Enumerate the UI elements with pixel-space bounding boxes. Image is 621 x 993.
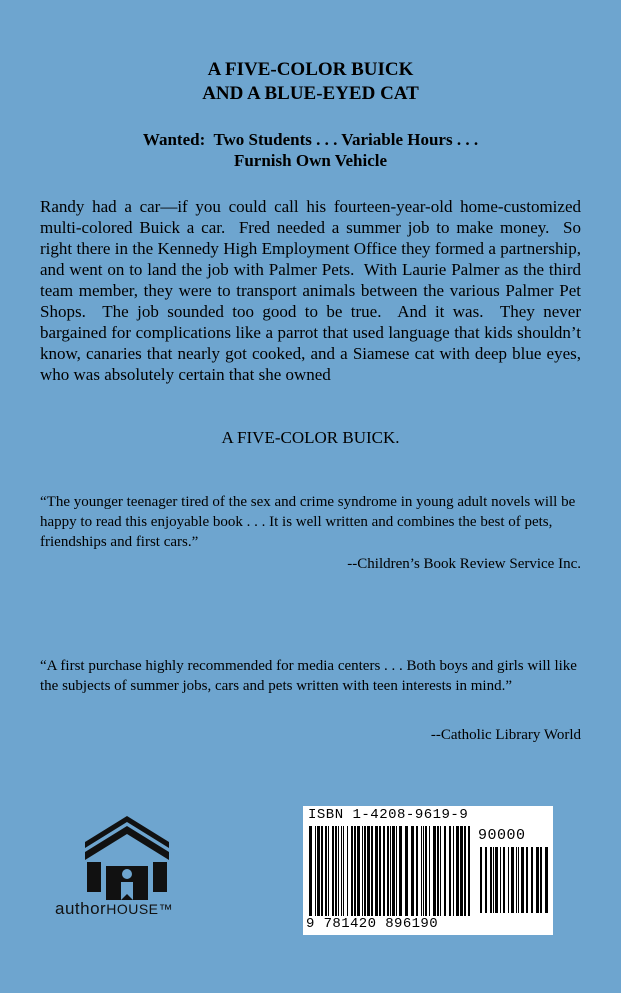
barcode-bar [518, 847, 519, 913]
barcode-bar [390, 826, 391, 916]
barcode-bar [321, 826, 323, 916]
barcode-bar [444, 826, 446, 916]
barcode-bar [315, 826, 316, 916]
barcode-bar [317, 826, 320, 916]
barcode-bar [449, 826, 451, 916]
barcode-bar [375, 826, 378, 916]
barcode-bar [387, 826, 389, 916]
barcode-bar [536, 847, 539, 913]
barcode-bar [508, 847, 509, 913]
barcode-bar [437, 826, 439, 916]
barcode-bar [468, 826, 470, 916]
review-source-1: --Children’s Book Review Service Inc. [347, 556, 581, 572]
barcode-bar [371, 826, 373, 916]
barcode-bar [485, 847, 487, 913]
barcode-bar [351, 826, 353, 916]
barcode-addon [480, 847, 548, 913]
tagline [0, 129, 621, 171]
barcode-bar [423, 826, 424, 916]
title-line-2: AND A BLUE-EYED CAT [202, 83, 419, 104]
barcode-bar [429, 826, 430, 916]
barcode-bar [396, 826, 397, 916]
publisher-name-part2: HOUSE [106, 901, 159, 917]
barcode-bar [347, 826, 348, 916]
barcode-bar [354, 826, 356, 916]
price-code: 90000 [478, 827, 526, 844]
tagline-line-2: Furnish Own Vehicle [233, 151, 388, 170]
barcode-ean [309, 826, 471, 916]
barcode-bar [503, 847, 505, 913]
barcode-bar [405, 826, 408, 916]
review-source-2: --Catholic Library World [430, 727, 581, 743]
barcode-bar [480, 847, 482, 913]
trademark-symbol: ™ [158, 901, 173, 917]
book-title [0, 58, 621, 106]
barcode-bar [516, 847, 517, 913]
barcode-bar [456, 826, 459, 916]
barcode-bar [309, 826, 312, 916]
barcode-bar [383, 826, 385, 916]
barcode-bar [511, 847, 514, 913]
review-quote-1: “The younger teenager tired of the sex and crime syndrome in young adult novels will be happy to read this enjoyable book . . . It is well written and combines the best of pets, friendships and first cars.” [40, 494, 576, 550]
title-line-1: A FIVE-COLOR BUICK [207, 59, 414, 80]
barcode-bar [531, 847, 533, 913]
barcode-bar [440, 826, 441, 916]
barcode-bar [521, 847, 524, 913]
publisher-name [55, 899, 173, 919]
barcode-bar [493, 847, 494, 913]
barcode-bar [490, 847, 492, 913]
barcode-bar [335, 826, 337, 916]
barcode-bar [328, 826, 329, 916]
barcode-bar [411, 826, 414, 916]
barcode-bar [421, 826, 422, 916]
barcode-bar [343, 826, 344, 916]
barcode-bar [399, 826, 402, 916]
review-quote-2: “A first purchase highly recommended for media centers . . . Both boys and girls will like the subjects of summer jobs, cars and pets written with teen interests in mind.” [40, 658, 577, 694]
barcode-bar [433, 826, 436, 916]
barcode-digits: 9 781420 896190 [306, 916, 439, 932]
barcode-bar [357, 826, 360, 916]
barcode-bar [338, 826, 339, 916]
barcode-bar [460, 826, 463, 916]
isbn-label: ISBN 1-4208-9619-9 [308, 807, 469, 823]
book-description-ending: A FIVE-COLOR BUICK. [221, 428, 400, 447]
barcode-bar [341, 826, 342, 916]
barcode-bar [500, 847, 501, 913]
publisher-name-part1: author [55, 899, 107, 918]
barcode-bar [464, 826, 466, 916]
barcode-bar [364, 826, 366, 916]
barcode-bar [379, 826, 381, 916]
barcode-bar [367, 826, 370, 916]
barcode-bar [540, 847, 542, 913]
barcode-bar [362, 826, 363, 916]
barcode-bar [495, 847, 498, 913]
barcode-bar [416, 826, 418, 916]
tagline-line-1: Wanted: Two Students . . . Variable Hours . . . [142, 130, 479, 149]
barcode-bar [453, 826, 454, 916]
barcode-bar [392, 826, 395, 916]
barcode-bar [332, 826, 334, 916]
book-description: Randy had a car—if you could call his fourteen-year-old home-customized multi-colored Buick a car. Fred needed a summer job to make money. So right there in the Kennedy High Employment Office they formed a partnership, and went on to land the job with Palmer Pets. With Laurie Palmer as the third team member, they were to transport animals between the various Palmer Pet Shops. The job sounded too good to be true. And it was. They never bargained for complications like a parrot that used language that kids shouldn’t know, canaries that nearly got cooked, and a Siamese cat with deep blue eyes, who was absolutely certain that she owned [40, 197, 586, 384]
barcode-bar [526, 847, 528, 913]
barcode-bar [325, 826, 327, 916]
barcode-bar [425, 826, 427, 916]
barcode-bar [545, 847, 548, 913]
